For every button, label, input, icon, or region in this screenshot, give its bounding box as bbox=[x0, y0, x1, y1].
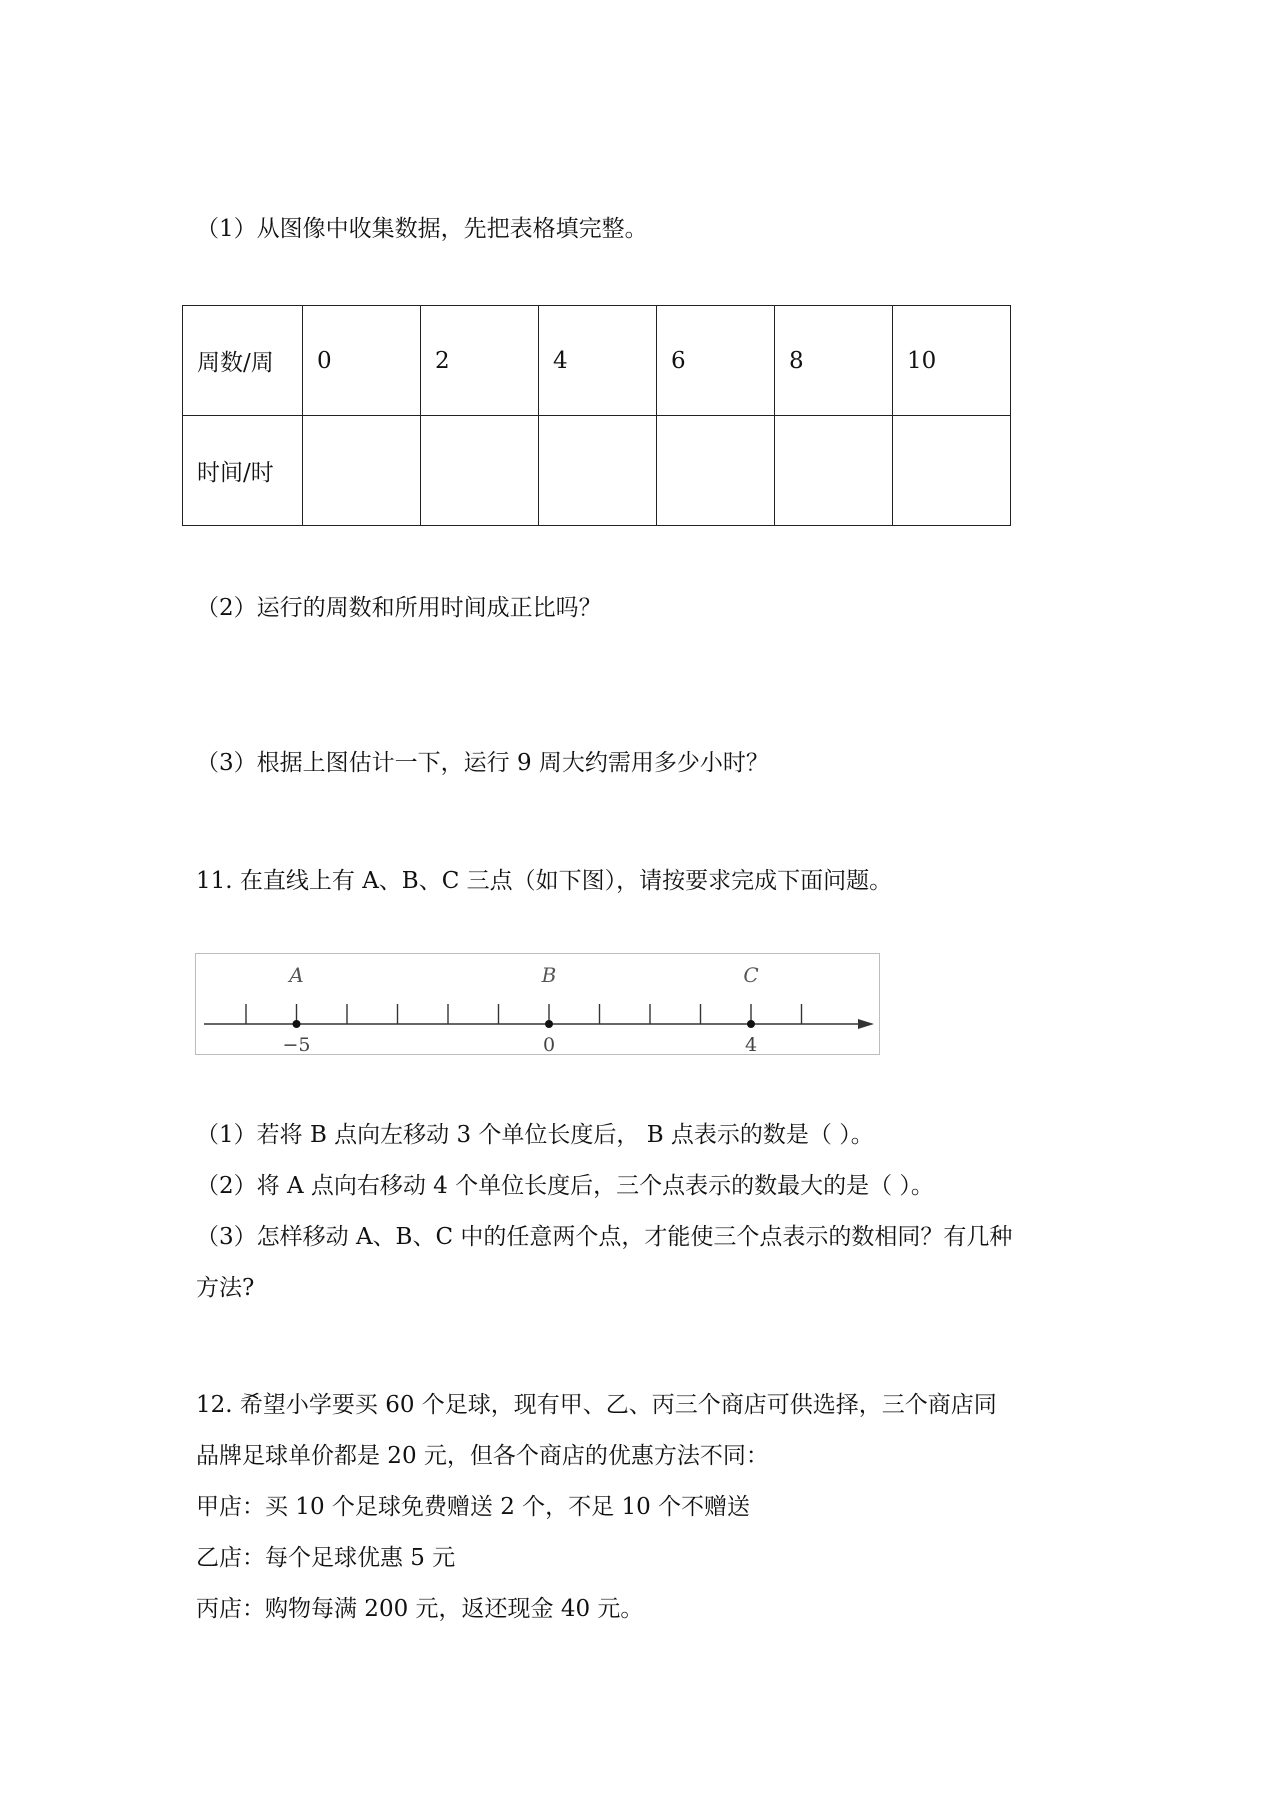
number-line-figure bbox=[195, 953, 880, 1055]
table-blank-cell[interactable] bbox=[775, 416, 893, 526]
q12-shop-c: 丙店：购物每满 200 元，返还现金 40 元。 bbox=[196, 1596, 644, 1622]
point-b-label: B bbox=[541, 963, 557, 987]
table-row-weeks bbox=[183, 306, 1011, 416]
table-blank-cell[interactable] bbox=[421, 416, 539, 526]
table-blank-cell[interactable] bbox=[893, 416, 1011, 526]
point-b-value: 0 bbox=[542, 1034, 556, 1056]
number-line-svg bbox=[196, 954, 881, 1056]
q11-part1-text: （1）若将 B 点向左移动 3 个单位长度后， B 点表示的数是（ ）。 bbox=[196, 1122, 874, 1148]
table-blank-cell[interactable] bbox=[539, 416, 657, 526]
table-blank-cell[interactable] bbox=[303, 416, 421, 526]
point-b-dot bbox=[545, 1020, 553, 1028]
table-header-weeks: 周数/周 bbox=[183, 306, 303, 416]
point-c-dot bbox=[747, 1020, 755, 1028]
q12-shop-b: 乙店：每个足球优惠 5 元 bbox=[196, 1545, 456, 1571]
point-a-label: A bbox=[289, 963, 304, 987]
table-row-time bbox=[183, 416, 1011, 526]
q10-part1-text: （1）从图像中收集数据，先把表格填完整。 bbox=[196, 216, 648, 242]
number-line-ticks bbox=[246, 1004, 802, 1024]
q11-stem-text: 11. 在直线上有 A、B、C 三点（如下图），请按要求完成下面问题。 bbox=[196, 868, 893, 894]
number-line-points bbox=[282, 963, 758, 1056]
table-header-time: 时间/时 bbox=[183, 416, 303, 526]
q12-stem-line1: 12. 希望小学要买 60 个足球，现有甲、乙、丙三个商店可供选择，三个商店同 bbox=[196, 1392, 997, 1418]
table-cell: 10 bbox=[893, 306, 1011, 416]
table-cell: 4 bbox=[539, 306, 657, 416]
table-cell: 0 bbox=[303, 306, 421, 416]
q12-stem-line2: 品牌足球单价都是 20 元，但各个商店的优惠方法不同： bbox=[196, 1443, 769, 1469]
table-cell: 6 bbox=[657, 306, 775, 416]
q11-part3-line2: 方法? bbox=[196, 1275, 255, 1301]
point-a-value: −5 bbox=[282, 1034, 311, 1056]
table-cell: 2 bbox=[421, 306, 539, 416]
point-a-dot bbox=[293, 1020, 301, 1028]
q11-part2-text: （2）将 A 点向右移动 4 个单位长度后，三个点表示的数最大的是（ ）。 bbox=[196, 1173, 934, 1199]
q12-shop-a: 甲店：买 10 个足球免费赠送 2 个，不足 10 个不赠送 bbox=[196, 1494, 751, 1520]
number-line-arrow-icon bbox=[858, 1019, 874, 1029]
table-blank-cell[interactable] bbox=[657, 416, 775, 526]
q10-part2-text: （2）运行的周数和所用时间成正比吗？ bbox=[196, 595, 602, 621]
point-c-label: C bbox=[743, 963, 759, 987]
q11-part3-line1: （3）怎样移动 A、B、C 中的任意两个点，才能使三个点表示的数相同？有几种 bbox=[196, 1224, 1013, 1250]
point-c-value: 4 bbox=[744, 1034, 758, 1056]
q10-part3-text: （3）根据上图估计一下，运行 9 周大约需用多少小时？ bbox=[196, 750, 769, 776]
table-cell: 8 bbox=[775, 306, 893, 416]
weeks-time-table bbox=[182, 305, 1011, 526]
